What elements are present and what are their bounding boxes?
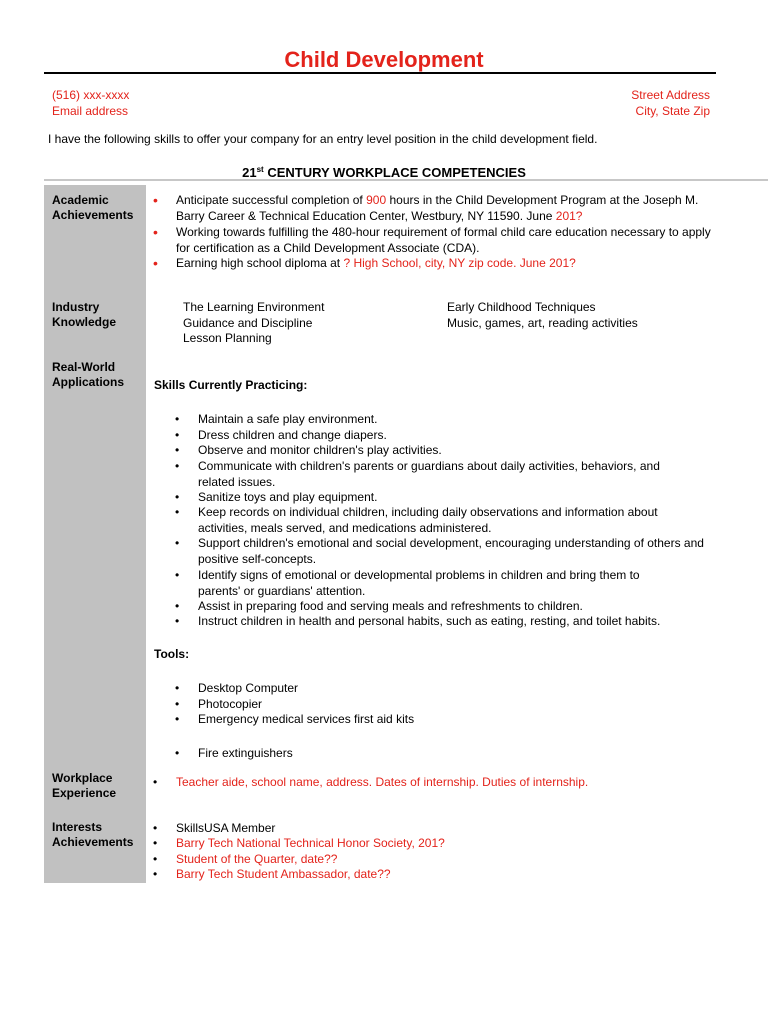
bullet-icon: •	[175, 568, 180, 582]
bullet-icon: •	[153, 821, 158, 835]
interest-item-text: Barry Tech Student Ambassador, date??	[176, 867, 391, 881]
heading-divider	[44, 179, 768, 181]
label-line: Workplace	[52, 771, 113, 785]
bullet-icon: •	[153, 867, 158, 881]
bullet-icon: •	[175, 428, 180, 442]
phone-number: (516) xxx-xxxx	[52, 88, 130, 102]
skill-item-text: Dress children and change diapers.	[198, 428, 387, 442]
tools-heading: Tools:	[154, 647, 190, 661]
bullet-icon: •	[175, 443, 180, 457]
label-line: Real-World	[52, 360, 116, 374]
bullet-icon: •	[175, 459, 180, 473]
interest-item-text: Student of the Quarter, date??	[176, 852, 338, 866]
industry-column-1	[183, 300, 324, 347]
label-line: Knowledge	[52, 315, 117, 329]
skills-heading: Skills Currently Practicing:	[154, 378, 308, 392]
skill-item-text: Sanitize toys and play equipment.	[198, 490, 378, 504]
bullet-icon: •	[153, 852, 158, 866]
tool-item-text: Photocopier	[198, 697, 263, 711]
skill-item-text: Observe and monitor children's play activities.	[198, 443, 442, 457]
school-placeholder: ? High School, city, NY zip code. June 201?	[343, 256, 576, 270]
skill-item-text: Communicate with children's parents or guardians about daily activities, behaviors, and related issues.	[198, 459, 660, 489]
skill-item-text: Identify signs of emotional or developmental problems in children and bring them to parents' or guardians' attention.	[198, 568, 640, 598]
industry-item: Guidance and Discipline	[183, 315, 313, 330]
bullet-icon: •	[175, 681, 180, 695]
bullet-icon: •	[153, 775, 158, 789]
label-line: Industry	[52, 300, 100, 314]
label-real-world	[52, 360, 124, 390]
tool-item-text: Desktop Computer	[198, 681, 299, 695]
title-divider	[44, 72, 716, 74]
heading-number: 21	[242, 165, 257, 180]
bullet-icon: •	[175, 614, 180, 628]
bullet-icon: •	[153, 224, 158, 240]
skill-item-text: Maintain a safe play environment.	[198, 412, 378, 426]
tool-item-text: Emergency medical services first aid kits	[198, 712, 415, 726]
label-line: Experience	[52, 786, 117, 800]
email-address: Email address	[52, 104, 129, 118]
interest-item-text: SkillsUSA Member	[176, 821, 276, 835]
bullet-icon: •	[175, 712, 180, 726]
academic-item-text: Working towards fulfilling the 480-hour requirement of formal child care education necessary to apply for certification as a Child Development Associate (CDA).	[176, 225, 711, 255]
text-run: Anticipate successful completion of	[176, 193, 367, 207]
academic-item-text	[176, 193, 711, 224]
skill-item-text: Support children's emotional and social development, encouraging understanding of others and positive self-concepts.	[198, 536, 704, 566]
label-workplace	[52, 771, 116, 801]
bullet-icon: •	[153, 255, 158, 271]
city-state-zip: City, State Zip	[635, 104, 710, 118]
bullet-icon: •	[175, 412, 180, 426]
industry-item: Music, games, art, reading activities	[447, 315, 638, 330]
label-line: Interests	[52, 820, 103, 834]
workplace-item-text: Teacher aide, school name, address. Dates of internship. Duties of internship.	[176, 775, 589, 789]
hours-value: 900	[366, 193, 387, 207]
skill-item-text: Assist in preparing food and serving meals and refreshments to children.	[198, 599, 583, 613]
street-address: Street Address	[631, 88, 710, 102]
page-title: Child Development	[284, 47, 484, 72]
bullet-icon: •	[153, 836, 158, 850]
bullet-icon: •	[175, 490, 180, 504]
intro-text: I have the following skills to offer your company for an entry level position in the child development field.	[48, 132, 598, 146]
bullet-icon: •	[175, 697, 180, 711]
bullet-icon: •	[175, 746, 180, 760]
contact-right	[631, 87, 710, 119]
label-interests	[52, 820, 133, 850]
industry-item: Lesson Planning	[183, 331, 272, 345]
label-line: Applications	[52, 375, 125, 389]
interest-item-text: Barry Tech National Technical Honor Society, 201?	[176, 836, 445, 850]
label-line: Achievements	[52, 208, 134, 222]
text-run: hours in the Child Development Program at the Joseph M. Barry Career & Technical Education Center, Westbury, NY 11590. June	[176, 193, 699, 223]
label-industry	[52, 300, 116, 330]
industry-column-2	[447, 300, 638, 331]
label-academic	[52, 193, 133, 223]
tool-item-text: Fire extinguishers	[198, 746, 293, 760]
bullet-icon: •	[175, 536, 180, 550]
academic-item-text	[176, 256, 711, 272]
bullet-icon: •	[175, 599, 180, 613]
heading-superscript: st	[256, 165, 264, 174]
industry-item: The Learning Environment	[183, 300, 325, 314]
label-line: Academic	[52, 193, 109, 207]
skill-item-text: Keep records on individual children, including daily observations and information about activities, meals served, and medications administered.	[198, 505, 658, 535]
contact-left	[52, 87, 129, 119]
heading-text: CENTURY WORKPLACE COMPETENCIES	[263, 165, 526, 180]
skill-item-text: Instruct children in health and personal habits, such as eating, resting, and toilet habits.	[198, 614, 661, 628]
label-line: Achievements	[52, 835, 134, 849]
bullet-icon: •	[175, 505, 180, 519]
bullet-icon: •	[153, 192, 158, 208]
year-value: 201?	[555, 208, 583, 223]
industry-item: Early Childhood Techniques	[447, 300, 596, 314]
text-run: Earning high school diploma at	[176, 256, 344, 270]
